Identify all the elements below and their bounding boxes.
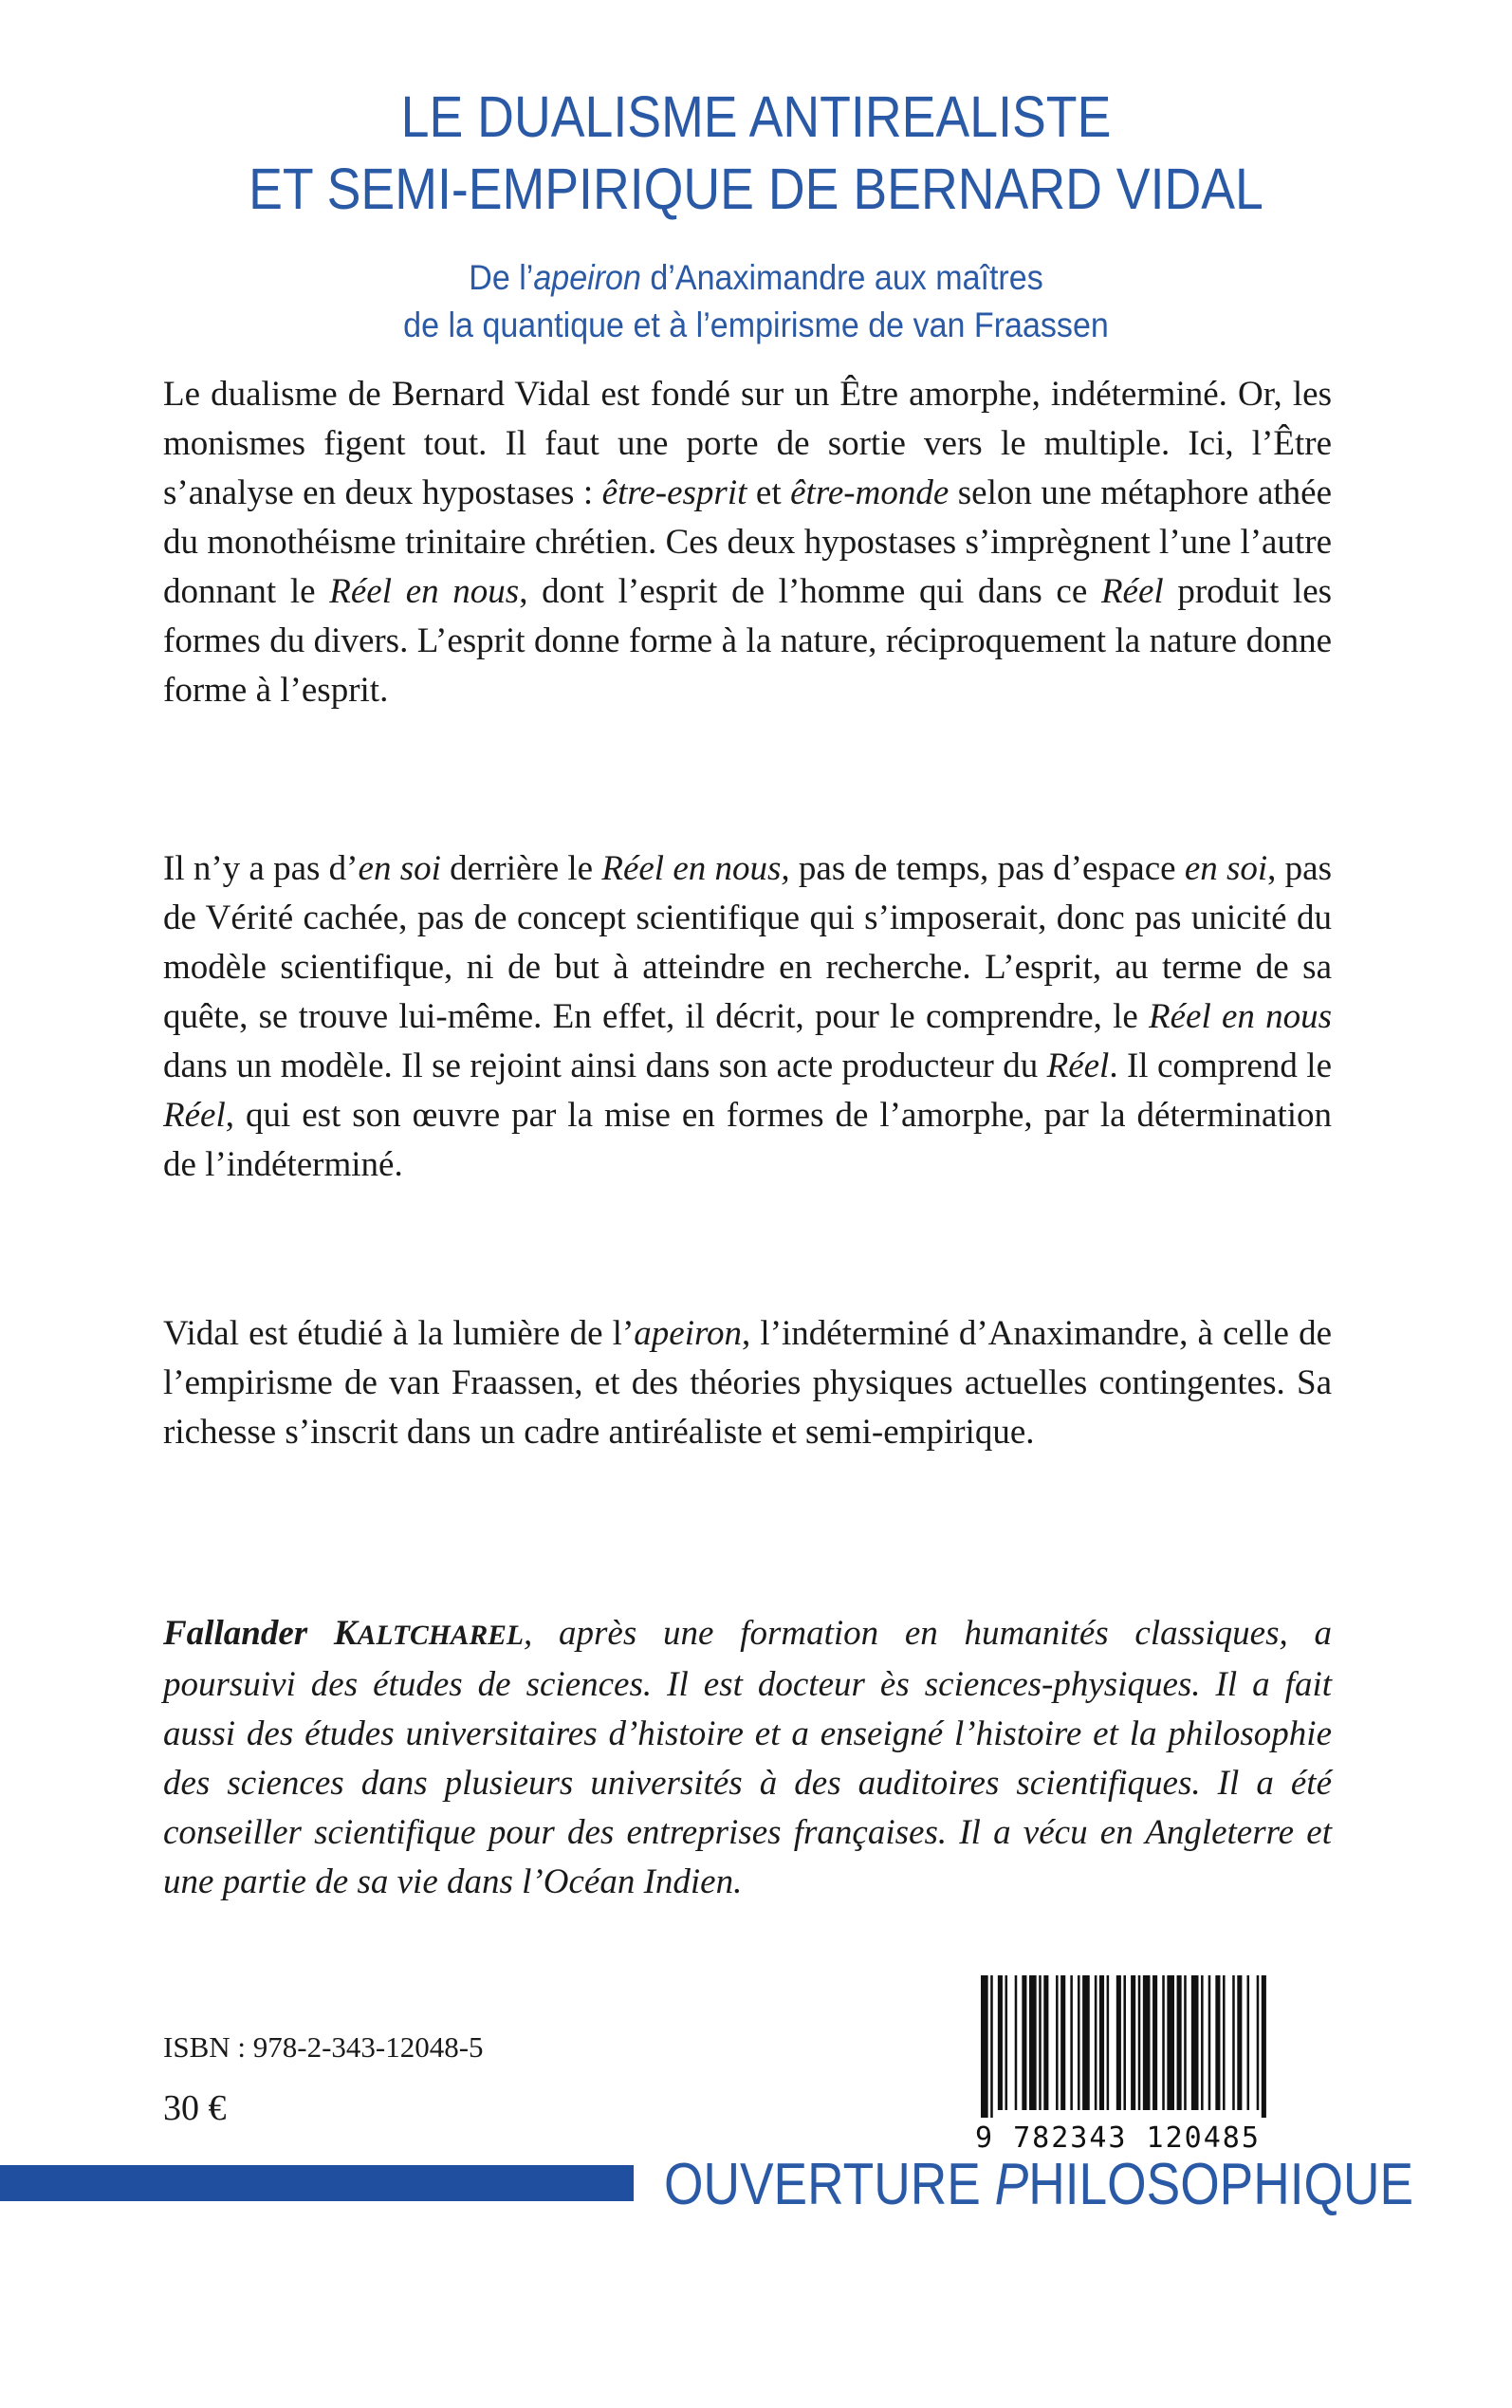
barcode-bar — [1138, 1975, 1141, 2110]
text: produit les formes du divers. L’esprit donne forme à la nature, réciproquement la nature donne forme à l’esprit. — [163, 572, 1333, 710]
italic-text: Réel — [1046, 1047, 1110, 1085]
barcode-bar — [1123, 1975, 1126, 2110]
barcode-bar — [1131, 1975, 1135, 2110]
barcode-bar — [1056, 1975, 1059, 2110]
blurb-paragraph-1 — [163, 370, 1332, 715]
text: Le dualisme de Bernard Vidal est fondé sur un Être amorphe, indéterminé. Or, les monismes figent tout. Il faut une porte de sortie vers le multiple. Ici, l’Être s’analyse en deux hypostases : — [163, 375, 1332, 512]
barcode-bar — [1247, 1975, 1250, 2110]
barcode-bar — [998, 1975, 1003, 2110]
text: Il n’y a pas d’ — [163, 849, 359, 888]
barcode-bar — [1232, 1975, 1235, 2110]
series-name — [664, 2152, 1413, 2218]
text: et — [747, 473, 791, 512]
barcode-bar — [1215, 1975, 1220, 2110]
barcode-bar — [1208, 1975, 1211, 2110]
title-line-2: ET SEMI-EMPIRIQUE DE BERNARD VIDAL — [249, 157, 1263, 221]
barcode-bar — [1237, 1975, 1242, 2110]
barcode-bar — [1184, 1975, 1187, 2110]
text: , pas de Vérité cachée, pas de concept scientifique qui s’imposerait, donc pas unicité du modèle scientifique, ni de but à atteindre en recherche. L’esprit, au terme de sa quête, se trouve lui-même. En effet, il décrit, pour le comprendre, le — [163, 849, 1332, 1036]
barcode-bar — [1095, 1975, 1097, 2110]
subtitle-line-2: de la quantique et à l’empirisme de van Fraassen — [403, 306, 1109, 344]
italic-text: Réel — [1100, 572, 1164, 611]
barcode-bar — [1022, 1975, 1026, 2110]
subtitle-italic: apeiron — [533, 258, 641, 297]
barcode-bar — [1167, 1975, 1174, 2110]
subtitle-line-1 — [61, 254, 1451, 302]
italic-text: en soi — [1184, 849, 1268, 888]
barcode-bar — [1078, 1975, 1080, 2110]
italic-text: être-monde — [790, 473, 950, 512]
book-title — [91, 81, 1422, 225]
blurb-paragraph-2 — [163, 844, 1332, 1190]
barcode-bar — [1070, 1975, 1073, 2110]
barcode-bar — [1162, 1975, 1165, 2110]
author-name: Fallander KALTCHAREL — [163, 1614, 525, 1653]
italic-text: Réel en nous — [329, 572, 520, 611]
series-text: HILOSOPHIQUE — [1028, 2152, 1414, 2217]
italic-text: en soi — [358, 849, 441, 888]
blurb-paragraph-3 — [163, 1309, 1332, 1457]
italic-text: Réel — [163, 1096, 226, 1135]
barcode-bar — [1201, 1975, 1204, 2110]
text: pas de temps, pas d’espace — [789, 849, 1185, 888]
isbn-label: ISBN : 978-2-343-12048-5 — [163, 2030, 484, 2064]
barcode-bar — [1039, 1975, 1042, 2110]
bio-text: , après une formation en humanités classiques, a poursuivi des études de sciences. Il est docteur ès sciences-physiques. Il a fait aussi des études universitaires d’histoire et a enseigné l’histoire et la philosophie des sciences dans plusieurs universités à des auditoires scientifiques. Il a été conseiller scientifique pour des entreprises françaises. Il a vécu en Angleterre et une partie de sa vie dans l’Océan Indien. — [163, 1614, 1333, 1901]
barcode-bar — [1043, 1975, 1048, 2110]
series-text: OUVERTURE — [664, 2152, 995, 2217]
barcode-bar — [1257, 1975, 1260, 2110]
barcode-bar — [981, 1975, 988, 2118]
title-line-1: LE DUALISME ANTIREALISTE — [400, 84, 1112, 149]
price-label: 30 € — [163, 2088, 227, 2128]
text: , qui est son œuvre par la mise en formes de l’amorphe, par la détermination de l’indéterminé. — [163, 1096, 1332, 1184]
author-bio — [163, 1609, 1332, 1907]
barcode-bar — [1152, 1975, 1157, 2110]
italic-text: Réel en nous, — [601, 849, 790, 888]
barcode-bar — [1015, 1975, 1018, 2110]
barcode-bar — [1107, 1975, 1110, 2110]
barcode-bar — [1029, 1975, 1037, 2110]
barcode-bar — [1191, 1975, 1199, 2110]
subtitle-text: De l’ — [469, 258, 534, 297]
italic-text: être-esprit — [601, 473, 747, 512]
barcode-bar — [1223, 1975, 1226, 2110]
barcode-bar — [1082, 1975, 1090, 2110]
text: . Il comprend le — [1109, 1047, 1332, 1085]
text: derrière le — [440, 849, 602, 888]
text: , l’indéterminé d’Anaximandre, à celle de l’empirisme de van Fraassen, et des théories physiques actuelles contingentes. Sa richesse s’inscrit dans un cadre antiréaliste et semi-empirique. — [163, 1314, 1332, 1452]
barcode-bar — [1005, 1975, 1008, 2110]
book-subtitle — [61, 254, 1451, 349]
italic-text: apeiron — [634, 1314, 743, 1353]
text: dans un modèle. Il se rejoint ainsi dans son acte producteur du — [163, 1047, 1047, 1085]
text: , dont l’esprit de l’homme qui dans ce — [519, 572, 1101, 611]
barcode-bar — [1116, 1975, 1121, 2110]
series-rule — [0, 2165, 634, 2201]
barcode-bar — [1177, 1975, 1182, 2110]
barcode-bar — [1060, 1975, 1065, 2110]
subtitle-text: d’Anaximandre aux maîtres — [640, 258, 1043, 297]
text: Vidal est étudié à la lumière de l’ — [163, 1314, 635, 1353]
barcode-number: 9 782343 120485 — [975, 2121, 1261, 2155]
series-italic: P — [994, 2152, 1029, 2217]
barcode-bar — [1143, 1975, 1151, 2110]
barcode-bar — [1099, 1975, 1104, 2110]
barcode-bar — [1262, 1975, 1266, 2118]
barcode-bar — [990, 1975, 993, 2118]
text: selon une métaphore athée du monothéisme trinitaire chrétien. Ces deux hypostases s’imprègnent l’une l’autre donnant le — [163, 473, 1332, 611]
barcode-bars — [975, 1975, 1339, 2118]
italic-text: Réel en nous — [1149, 997, 1333, 1036]
